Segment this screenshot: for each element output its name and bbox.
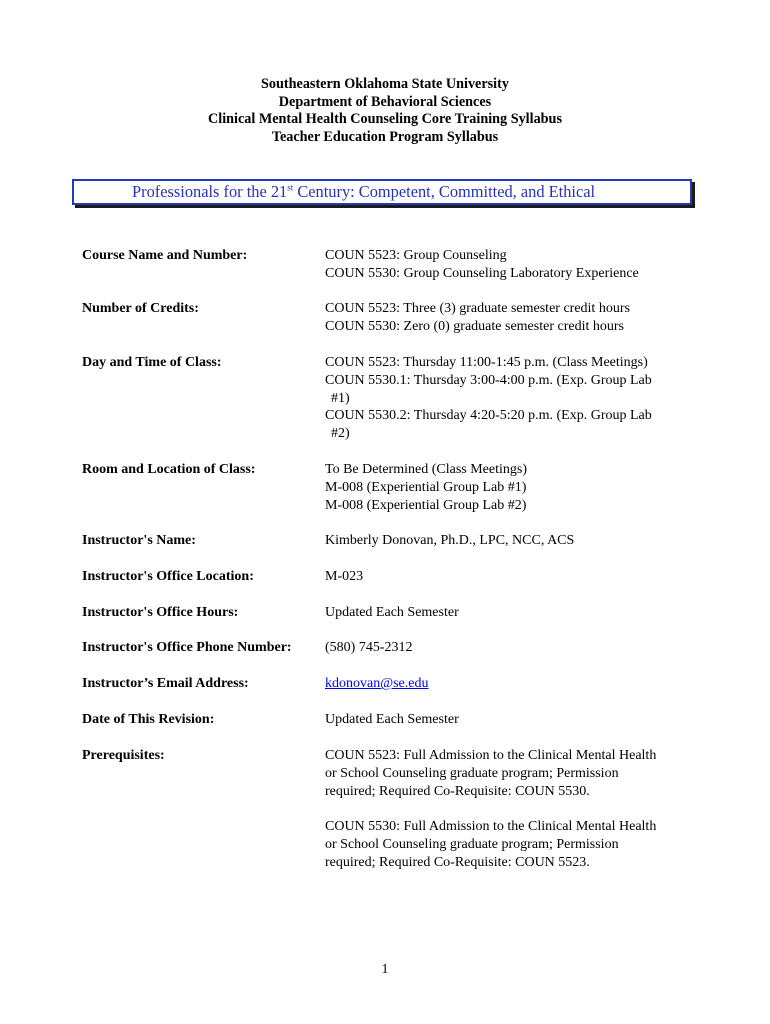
prerequisites-value — [325, 747, 693, 872]
email-link[interactable]: kdonovan@se.edu — [325, 676, 429, 691]
instructor-name-label: Instructor's Name: — [82, 533, 196, 548]
department-name: Department of Behavioral Sciences — [278, 93, 492, 110]
university-name: Southeastern Oklahoma State University — [261, 76, 509, 92]
office-location-label: Instructor's Office Location: — [82, 569, 254, 584]
prerequisite-paragraph-5530 — [325, 818, 693, 871]
day-time-value — [325, 354, 693, 443]
motto-text-end: Century: Competent, Committed, and Ethical — [293, 182, 596, 201]
course-name-value — [325, 247, 693, 283]
office-phone-value: (580) 745-2312 — [325, 640, 413, 655]
room-line: M-008 (Experiential Group Lab #1) — [325, 479, 527, 495]
office-phone-label: Instructor's Office Phone Number: — [82, 640, 292, 655]
prerequisite-line: or School Counseling graduate program; Permission — [325, 765, 619, 781]
prerequisite-line: required; Required Co-Requisite: COUN 5523. — [325, 854, 590, 870]
motto-superscript: st — [287, 182, 294, 193]
office-hours-value: Updated Each Semester — [325, 605, 459, 620]
credits-line: COUN 5523: Three (3) graduate semester credit hours — [325, 301, 630, 316]
course-line: COUN 5523: Group Counseling — [325, 248, 507, 263]
prerequisite-line: COUN 5530: Full Admission to the Clinical Mental Health — [325, 819, 657, 835]
prerequisite-line: or School Counseling graduate program; Permission — [325, 836, 619, 852]
day-time-line: COUN 5523: Thursday 11:00-1:45 p.m. (Class Meetings) — [325, 355, 648, 370]
room-value — [325, 461, 693, 514]
page-number: 1 — [381, 962, 389, 977]
prerequisites-label: Prerequisites: — [82, 748, 165, 763]
instructor-name-value: Kimberly Donovan, Ph.D., LPC, NCC, ACS — [325, 533, 575, 548]
program-title: Teacher Education Program Syllabus — [271, 128, 499, 145]
course-name-label: Course Name and Number: — [82, 248, 248, 263]
revision-value: Updated Each Semester — [325, 712, 459, 727]
email-label: Instructor’s Email Address: — [82, 676, 249, 691]
credits-label: Number of Credits: — [82, 301, 199, 316]
syllabus-title: Clinical Mental Health Counseling Core Training Syllabus — [208, 111, 562, 127]
prerequisite-line: required; Required Co-Requisite: COUN 5530. — [325, 783, 590, 799]
room-label: Room and Location of Class: — [82, 462, 256, 477]
course-line: COUN 5530: Group Counseling Laboratory Experience — [325, 265, 639, 281]
day-time-line: #2) — [331, 426, 350, 442]
credits-line: COUN 5530: Zero (0) graduate semester credit hours — [325, 318, 624, 334]
motto-text-start: Professionals for the 21 — [132, 182, 288, 201]
day-time-label: Day and Time of Class: — [82, 355, 222, 370]
room-line: M-008 (Experiential Group Lab #2) — [325, 497, 527, 513]
motto-banner — [72, 179, 692, 205]
day-time-line: COUN 5530.1: Thursday 3:00-4:00 p.m. (Exp. Group Lab — [325, 372, 652, 388]
prerequisite-paragraph-5523 — [325, 747, 693, 800]
office-location-value: M-023 — [325, 569, 364, 584]
room-line: To Be Determined (Class Meetings) — [325, 462, 527, 477]
revision-label: Date of This Revision: — [82, 712, 215, 727]
office-hours-label: Instructor's Office Hours: — [82, 605, 239, 620]
day-time-line: #1) — [331, 390, 350, 406]
prerequisite-line: COUN 5523: Full Admission to the Clinical Mental Health — [325, 748, 657, 763]
document-header — [0, 76, 770, 146]
email-value-container — [325, 675, 693, 693]
day-time-line: COUN 5530.2: Thursday 4:20-5:20 p.m. (Exp. Group Lab — [325, 408, 652, 424]
credits-value — [325, 300, 693, 336]
